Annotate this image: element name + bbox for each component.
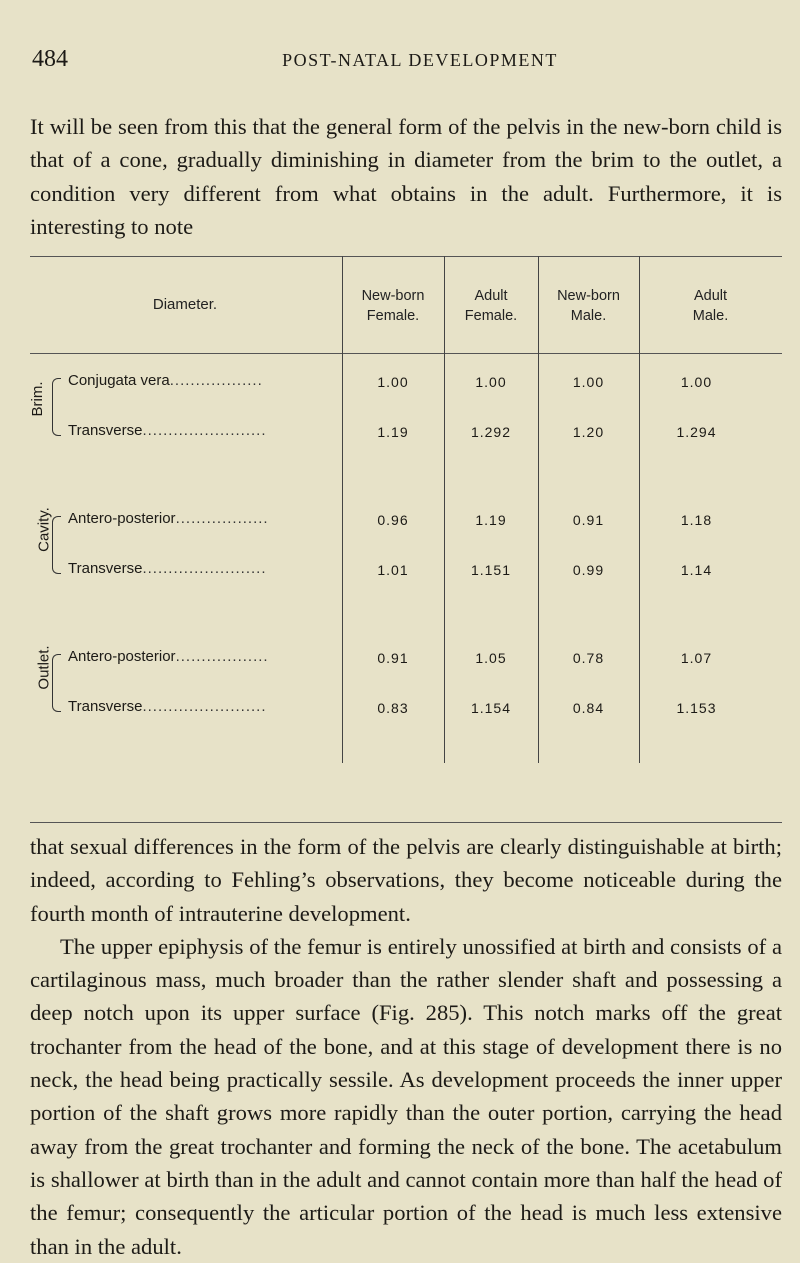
column-header-line: Adult [693,288,728,304]
table-cell: 1.01 [377,562,409,578]
row-label [68,510,348,527]
row-name: Antero-posterior [68,510,176,527]
table-top-rule [30,256,782,257]
column-header-line: Female. [366,308,420,324]
row-label [68,422,348,439]
table-cell: 0.78 [572,650,605,666]
table-cell: 0.84 [572,700,605,716]
column-header-line: Female. [464,308,518,324]
table-cell: 1.151 [470,562,512,578]
column-header-newborn-female [342,286,444,326]
leader-dots: ........................ [142,560,267,577]
row-name: Conjugata vera [68,372,170,389]
group-label-brim: Brim. [29,381,46,417]
group-label-outlet: Outlet. [35,645,53,690]
row-label [68,560,348,577]
table-cell: 0.83 [377,700,409,716]
row-label [68,648,348,665]
paragraph-top-text: It will be seen from this that the general form of the pelvis in the new-born child is that of a cone, gradually diminishing in diameter from the brim to the outlet, a condition very different from what obtains in the adult. Furthermore, it is interesting to note [30,114,782,239]
table-cell: 0.91 [572,512,605,528]
leader-dots: .................. [175,648,269,665]
page-header [30,44,770,84]
column-header-line: Male. [692,308,729,324]
paragraph-top [30,110,782,243]
table-cell: 1.19 [475,512,507,528]
table-cell: 1.294 [676,424,717,440]
table-cell: 1.00 [377,374,409,390]
leader-dots: .................. [175,510,269,527]
column-header-line: Adult [474,288,508,304]
diameter-header: Diameter. [152,296,218,313]
page-number: 484 [32,46,68,72]
group-label-cavity: Cavity. [35,507,53,552]
table-cell: 1.00 [680,374,713,390]
column-header-adult-male [639,286,782,326]
running-head: POST-NATAL DEVELOPMENT [282,50,558,70]
table-cell: 1.292 [470,424,512,440]
brace-cavity [52,516,61,574]
table-cell: 1.00 [572,374,605,390]
table-cell: 1.19 [377,424,409,440]
row-name: Antero-posterior [68,648,176,665]
paragraph-bottom [30,830,782,1263]
table-header-rule [30,353,782,354]
table-cell: 0.96 [377,512,409,528]
brace-outlet [52,654,61,712]
column-header-line: New-born [557,288,620,304]
leader-dots: ........................ [142,422,267,439]
table-cell: 1.14 [680,562,713,578]
brace-brim [52,378,61,436]
row-name: Transverse [68,698,143,715]
table-cell: 0.91 [377,650,409,666]
paragraph-bottom-text-2: The upper epiphysis of the femur is entirely unossified at birth and consists of a cartilaginous mass, much broader than the rather slender shaft and possessing a deep notch upon its upper surface (Fig. 285). This notch marks off the great trochanter from the head of the bone, and at this stage of development there is no neck, the head being practically sessile. As development proceeds the inner upper portion of the shaft grows more rapidly than the outer portion, carrying the head away from the great trochanter and forming the neck of the bone. The acetabulum is shallower at birth than in the adult and cannot contain more than half the head of the femur; consequently the articular portion of the head is much less extensive than in the adult. [30,933,782,1259]
leader-dots: .................. [169,372,263,389]
table-cell: 1.00 [475,374,507,390]
column-header-line: New-born [361,288,425,304]
table-cell: 1.18 [680,512,713,528]
table-cell: 1.153 [676,700,717,716]
table-cell: 1.05 [475,650,507,666]
column-header-adult-female [444,286,538,326]
row-label [68,372,348,389]
table-bottom-rule [30,822,782,823]
table-cell: 1.07 [680,650,713,666]
pelvis-diameter-table [30,256,782,824]
row-name: Transverse [68,422,143,439]
row-label [68,698,348,715]
table-cell: 1.154 [470,700,512,716]
row-name: Transverse [68,560,143,577]
column-header-line: Male. [570,308,607,324]
table-cell: 0.99 [572,562,605,578]
leader-dots: ........................ [142,698,267,715]
table-cell: 1.20 [572,424,605,440]
column-header-newborn-male [538,286,639,326]
paragraph-bottom-text-1: that sexual differences in the form of the pelvis are clearly distinguishable at birth; indeed, according to Fehling’s observations, they become noticeable during the fourth month of intrauterine development. [30,834,782,926]
